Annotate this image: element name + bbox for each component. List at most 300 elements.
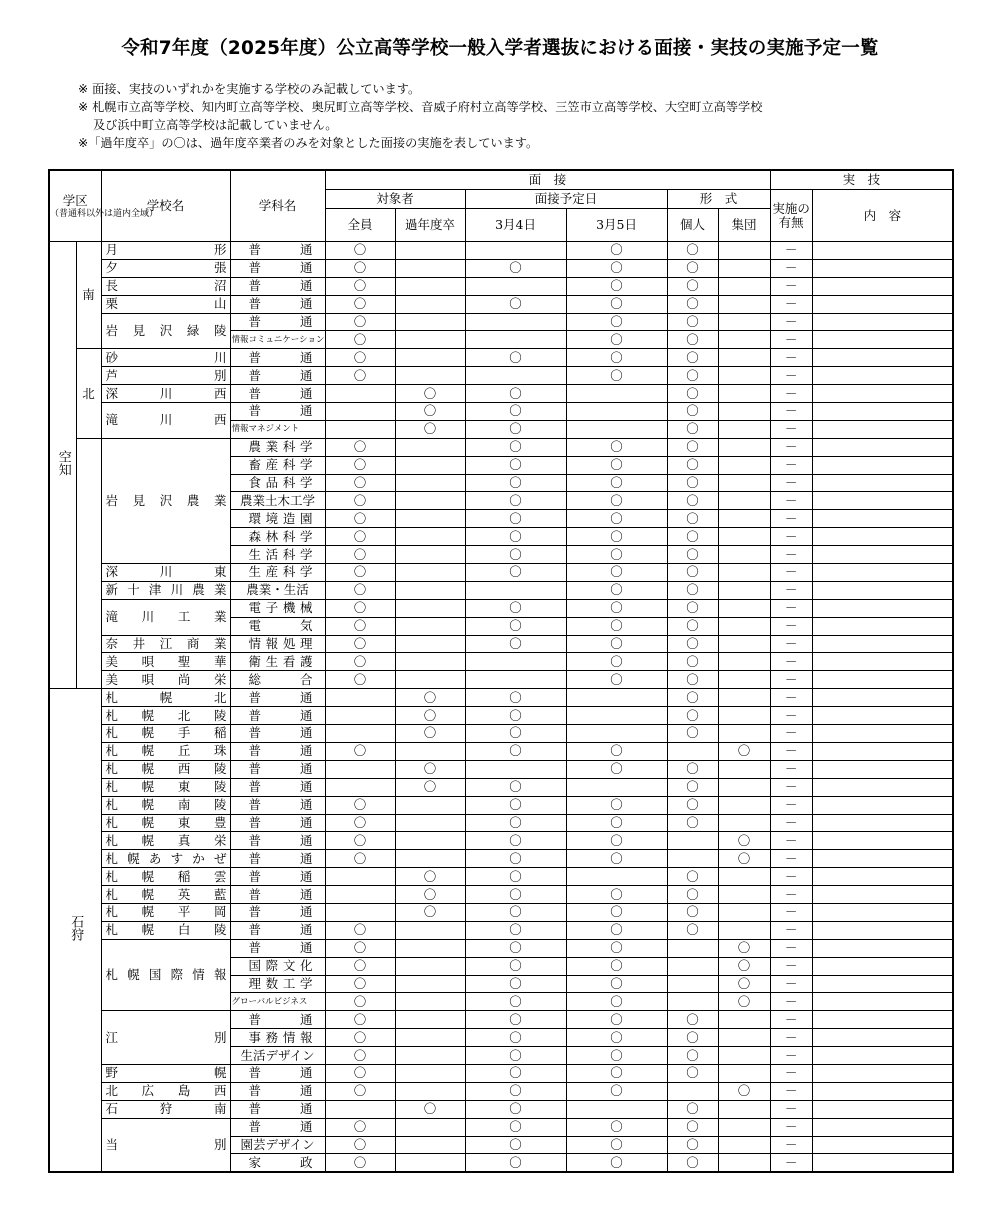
table-row (49, 564, 953, 582)
cell-content (812, 1011, 953, 1029)
note-4: ※「過年度卒」の〇は、過年度卒業者のみを対象とした面接の実施を表しています。 (78, 136, 539, 150)
dept-name: 農業・生活 (230, 581, 325, 599)
cell-content (812, 403, 953, 421)
cell-ind: 〇 (667, 546, 718, 564)
dept-name: 普通 (230, 939, 325, 957)
cell-content (812, 456, 953, 474)
cell-grp (718, 313, 770, 331)
cell-m5 (566, 385, 667, 403)
school-name: 奈井江商業 (101, 635, 230, 653)
table-row (49, 760, 953, 778)
cell-m5: 〇 (566, 957, 667, 975)
cell-grp (718, 546, 770, 564)
cell-m5: 〇 (566, 528, 667, 546)
dept-name: 農業科学 (230, 438, 325, 456)
cell-all: 〇 (325, 850, 395, 868)
cell-impl: － (770, 921, 812, 939)
cell-content (812, 921, 953, 939)
cell-ind: 〇 (667, 1011, 718, 1029)
cell-grp (718, 1011, 770, 1029)
cell-content (812, 689, 953, 707)
cell-all: 〇 (325, 1118, 395, 1136)
cell-impl: － (770, 367, 812, 385)
table-row (49, 313, 953, 331)
cell-m4: 〇 (465, 349, 566, 367)
dept-name: 普通 (230, 903, 325, 921)
cell-m5: 〇 (566, 546, 667, 564)
cell-past (395, 653, 465, 671)
cell-content (812, 295, 953, 313)
header-mar5: 3月5日 (566, 209, 667, 242)
cell-content (812, 420, 953, 438)
cell-m5: 〇 (566, 671, 667, 689)
cell-content (812, 796, 953, 814)
cell-m4: 〇 (465, 742, 566, 760)
cell-ind: 〇 (667, 259, 718, 277)
dept-name: 畜産科学 (230, 456, 325, 474)
cell-grp (718, 456, 770, 474)
dept-name: 環境造園 (230, 510, 325, 528)
dept-name: 普通 (230, 886, 325, 904)
cell-grp (718, 617, 770, 635)
school-name: 札幌英藍 (101, 886, 230, 904)
cell-content (812, 778, 953, 796)
cell-impl: － (770, 510, 812, 528)
cell-past (395, 975, 465, 993)
cell-all (325, 760, 395, 778)
cell-past: 〇 (395, 403, 465, 421)
cell-m5 (566, 403, 667, 421)
cell-past (395, 313, 465, 331)
table-row (49, 259, 953, 277)
table-row (49, 599, 953, 617)
cell-grp (718, 438, 770, 456)
cell-past (395, 581, 465, 599)
cell-grp (718, 1029, 770, 1047)
cell-content (812, 760, 953, 778)
cell-all: 〇 (325, 438, 395, 456)
cell-all: 〇 (325, 349, 395, 367)
cell-all: 〇 (325, 1029, 395, 1047)
cell-impl: － (770, 617, 812, 635)
cell-all: 〇 (325, 975, 395, 993)
cell-impl: － (770, 886, 812, 904)
cell-m4: 〇 (465, 921, 566, 939)
cell-grp (718, 492, 770, 510)
cell-all: 〇 (325, 671, 395, 689)
cell-grp (718, 635, 770, 653)
cell-grp: 〇 (718, 850, 770, 868)
cell-past (395, 456, 465, 474)
cell-grp: 〇 (718, 742, 770, 760)
cell-grp (718, 259, 770, 277)
cell-m5: 〇 (566, 331, 667, 349)
cell-all: 〇 (325, 456, 395, 474)
cell-past (395, 671, 465, 689)
cell-past (395, 1154, 465, 1172)
cell-grp (718, 599, 770, 617)
cell-past (395, 510, 465, 528)
cell-all: 〇 (325, 474, 395, 492)
dept-name: 国際文化 (230, 957, 325, 975)
cell-grp (718, 1064, 770, 1082)
cell-content (812, 1154, 953, 1172)
cell-all: 〇 (325, 832, 395, 850)
cell-all (325, 903, 395, 921)
note-2: ※ 札幌市立高等学校、知内町立高等学校、奥尻町立高等学校、音威子府村立高等学校、三笠市立高等学校、大空町立高等学校 (78, 100, 763, 114)
cell-impl: － (770, 349, 812, 367)
table-row (49, 903, 953, 921)
cell-impl: － (770, 814, 812, 832)
school-name: 岩見沢緑陵 (101, 313, 230, 349)
cell-m5: 〇 (566, 993, 667, 1011)
page-title: 令和7年度（2025年度）公立高等学校一般入学者選抜における面接・実技の実施予定一覧 (121, 38, 879, 59)
cell-content (812, 617, 953, 635)
cell-ind (667, 939, 718, 957)
cell-past (395, 1047, 465, 1065)
cell-impl: － (770, 295, 812, 313)
cell-past (395, 921, 465, 939)
table-row (49, 242, 953, 260)
cell-past (395, 242, 465, 260)
school-name: 野幌 (101, 1064, 230, 1082)
cell-m5: 〇 (566, 1082, 667, 1100)
cell-m5 (566, 778, 667, 796)
cell-m4: 〇 (465, 510, 566, 528)
cell-m5: 〇 (566, 1029, 667, 1047)
cell-past (395, 492, 465, 510)
cell-grp (718, 707, 770, 725)
table-row (49, 403, 953, 421)
cell-impl: － (770, 1029, 812, 1047)
cell-past (395, 349, 465, 367)
cell-grp: 〇 (718, 1082, 770, 1100)
cell-m5 (566, 868, 667, 886)
dept-name: 事務情報 (230, 1029, 325, 1047)
cell-all (325, 689, 395, 707)
cell-m4: 〇 (465, 635, 566, 653)
cell-m4: 〇 (465, 975, 566, 993)
dept-name: 普通 (230, 814, 325, 832)
table-row (49, 742, 953, 760)
cell-m5: 〇 (566, 277, 667, 295)
cell-ind: 〇 (667, 295, 718, 313)
table-row (49, 277, 953, 295)
cell-ind: 〇 (667, 528, 718, 546)
header-content: 内 容 (812, 190, 953, 242)
cell-past (395, 599, 465, 617)
cell-m5: 〇 (566, 492, 667, 510)
school-name: 札幌平岡 (101, 903, 230, 921)
cell-ind: 〇 (667, 1064, 718, 1082)
cell-m5 (566, 420, 667, 438)
cell-impl: － (770, 725, 812, 743)
dept-name: 情報マネジメント (230, 420, 325, 438)
cell-ind: 〇 (667, 868, 718, 886)
header-practical: 実 技 (770, 170, 953, 190)
cell-all: 〇 (325, 242, 395, 260)
cell-all: 〇 (325, 653, 395, 671)
header-mar4: 3月4日 (465, 209, 566, 242)
cell-content (812, 349, 953, 367)
table-row (49, 1082, 953, 1100)
cell-impl: － (770, 1118, 812, 1136)
cell-m5: 〇 (566, 814, 667, 832)
cell-grp (718, 689, 770, 707)
cell-m4: 〇 (465, 456, 566, 474)
dept-name: 普通 (230, 778, 325, 796)
cell-content (812, 1100, 953, 1118)
cell-ind: 〇 (667, 313, 718, 331)
cell-ind: 〇 (667, 367, 718, 385)
cell-m5: 〇 (566, 456, 667, 474)
cell-past: 〇 (395, 1100, 465, 1118)
cell-content (812, 385, 953, 403)
cell-all: 〇 (325, 921, 395, 939)
cell-past (395, 832, 465, 850)
header-target: 対象者 (325, 190, 465, 209)
cell-ind: 〇 (667, 617, 718, 635)
cell-ind: 〇 (667, 331, 718, 349)
cell-all (325, 778, 395, 796)
cell-grp (718, 295, 770, 313)
cell-m4 (465, 581, 566, 599)
cell-m5: 〇 (566, 635, 667, 653)
cell-m5: 〇 (566, 1136, 667, 1154)
cell-grp (718, 886, 770, 904)
dept-name: 情報処理 (230, 635, 325, 653)
school-name: 長沼 (101, 277, 230, 295)
cell-impl: － (770, 760, 812, 778)
cell-m5: 〇 (566, 850, 667, 868)
cell-grp (718, 1136, 770, 1154)
cell-grp (718, 403, 770, 421)
cell-impl: － (770, 1082, 812, 1100)
school-name: 砂川 (101, 349, 230, 367)
cell-ind (667, 993, 718, 1011)
cell-grp: 〇 (718, 957, 770, 975)
cell-m5: 〇 (566, 903, 667, 921)
cell-all: 〇 (325, 1064, 395, 1082)
cell-all (325, 725, 395, 743)
dept-name: 森林科学 (230, 528, 325, 546)
cell-all: 〇 (325, 957, 395, 975)
cell-m4: 〇 (465, 599, 566, 617)
cell-ind: 〇 (667, 689, 718, 707)
cell-m4: 〇 (465, 617, 566, 635)
cell-all: 〇 (325, 617, 395, 635)
cell-impl: － (770, 671, 812, 689)
cell-ind (667, 1082, 718, 1100)
cell-ind: 〇 (667, 814, 718, 832)
cell-past: 〇 (395, 760, 465, 778)
cell-past (395, 259, 465, 277)
cell-m4: 〇 (465, 778, 566, 796)
cell-m5: 〇 (566, 832, 667, 850)
school-name: 札幌西陵 (101, 760, 230, 778)
cell-content (812, 581, 953, 599)
cell-grp (718, 725, 770, 743)
cell-content (812, 599, 953, 617)
cell-impl: － (770, 832, 812, 850)
dept-name: 普通 (230, 295, 325, 313)
cell-m5: 〇 (566, 349, 667, 367)
header-individual: 個人 (667, 209, 718, 242)
cell-impl: － (770, 385, 812, 403)
table-row (49, 1118, 953, 1136)
header-impl: 実施の有無 (770, 190, 812, 242)
cell-content (812, 903, 953, 921)
cell-grp (718, 331, 770, 349)
cell-ind: 〇 (667, 1047, 718, 1065)
cell-m4: 〇 (465, 886, 566, 904)
cell-past: 〇 (395, 689, 465, 707)
cell-impl: － (770, 331, 812, 349)
cell-ind: 〇 (667, 886, 718, 904)
cell-past: 〇 (395, 903, 465, 921)
cell-past (395, 850, 465, 868)
cell-content (812, 528, 953, 546)
cell-past: 〇 (395, 725, 465, 743)
dept-name: 普通 (230, 242, 325, 260)
cell-impl: － (770, 242, 812, 260)
table-row (49, 850, 953, 868)
cell-impl: － (770, 492, 812, 510)
cell-impl: － (770, 1064, 812, 1082)
table-row (49, 725, 953, 743)
cell-content (812, 331, 953, 349)
cell-m4 (465, 653, 566, 671)
cell-ind: 〇 (667, 1100, 718, 1118)
cell-grp (718, 921, 770, 939)
note-1: ※ 面接、実技のいずれかを実施する学校のみ記載しています。 (78, 82, 421, 96)
cell-all: 〇 (325, 259, 395, 277)
cell-m4: 〇 (465, 546, 566, 564)
cell-all (325, 1100, 395, 1118)
cell-content (812, 259, 953, 277)
cell-grp (718, 903, 770, 921)
cell-grp (718, 367, 770, 385)
cell-impl: － (770, 403, 812, 421)
cell-ind: 〇 (667, 277, 718, 295)
cell-past: 〇 (395, 420, 465, 438)
note-3: 及び浜中町立高等学校は記載していません。 (93, 118, 338, 132)
cell-impl: － (770, 1047, 812, 1065)
cell-impl: － (770, 993, 812, 1011)
cell-impl: － (770, 599, 812, 617)
cell-m4: 〇 (465, 564, 566, 582)
cell-m5: 〇 (566, 760, 667, 778)
cell-ind: 〇 (667, 671, 718, 689)
cell-impl: － (770, 850, 812, 868)
dept-name: 普通 (230, 707, 325, 725)
cell-all: 〇 (325, 528, 395, 546)
cell-ind: 〇 (667, 456, 718, 474)
cell-m5: 〇 (566, 653, 667, 671)
cell-m4: 〇 (465, 1136, 566, 1154)
dept-name: 電気 (230, 617, 325, 635)
school-name: 月形 (101, 242, 230, 260)
dept-name: 普通 (230, 403, 325, 421)
cell-m4: 〇 (465, 814, 566, 832)
dept-name: 普通 (230, 1011, 325, 1029)
school-name: 芦別 (101, 367, 230, 385)
school-name: 夕張 (101, 259, 230, 277)
cell-m5: 〇 (566, 886, 667, 904)
cell-ind (667, 957, 718, 975)
cell-grp (718, 420, 770, 438)
cell-past (395, 331, 465, 349)
cell-m4: 〇 (465, 1011, 566, 1029)
cell-impl: － (770, 1011, 812, 1029)
notes (78, 80, 762, 152)
table-row (49, 385, 953, 403)
cell-content (812, 492, 953, 510)
cell-m4: 〇 (465, 850, 566, 868)
school-name: 北広島西 (101, 1082, 230, 1100)
school-name: 岩見沢農業 (101, 438, 230, 563)
cell-all: 〇 (325, 492, 395, 510)
cell-ind: 〇 (667, 581, 718, 599)
cell-grp (718, 1154, 770, 1172)
dept-name: 普通 (230, 850, 325, 868)
cell-all: 〇 (325, 939, 395, 957)
school-name: 新十津川農業 (101, 581, 230, 599)
school-name: 札幌白陵 (101, 921, 230, 939)
cell-ind: 〇 (667, 725, 718, 743)
cell-content (812, 832, 953, 850)
cell-all: 〇 (325, 814, 395, 832)
table-row (49, 796, 953, 814)
cell-all: 〇 (325, 277, 395, 295)
cell-ind: 〇 (667, 420, 718, 438)
cell-grp (718, 796, 770, 814)
cell-grp (718, 1100, 770, 1118)
cell-past (395, 1064, 465, 1082)
cell-m5: 〇 (566, 939, 667, 957)
cell-ind: 〇 (667, 349, 718, 367)
cell-grp (718, 653, 770, 671)
cell-m4: 〇 (465, 832, 566, 850)
dept-name: 普通 (230, 313, 325, 331)
school-name: 滝川西 (101, 403, 230, 439)
cell-past (395, 1118, 465, 1136)
cell-past (395, 528, 465, 546)
cell-m4: 〇 (465, 796, 566, 814)
cell-m4 (465, 277, 566, 295)
table-row (49, 886, 953, 904)
dept-name: 普通 (230, 367, 325, 385)
cell-impl: － (770, 653, 812, 671)
cell-ind: 〇 (667, 385, 718, 403)
school-name: 栗山 (101, 295, 230, 313)
cell-m5 (566, 707, 667, 725)
cell-impl: － (770, 635, 812, 653)
header-district: 学区 （普通科以外は道内全域） (49, 170, 101, 242)
cell-grp: 〇 (718, 832, 770, 850)
cell-m4: 〇 (465, 993, 566, 1011)
dept-name: 普通 (230, 259, 325, 277)
cell-past (395, 295, 465, 313)
cell-grp (718, 510, 770, 528)
header-past: 過年度卒 (395, 209, 465, 242)
cell-grp (718, 760, 770, 778)
cell-m5: 〇 (566, 259, 667, 277)
cell-content (812, 277, 953, 295)
cell-content (812, 814, 953, 832)
cell-grp (718, 242, 770, 260)
cell-past (395, 1082, 465, 1100)
